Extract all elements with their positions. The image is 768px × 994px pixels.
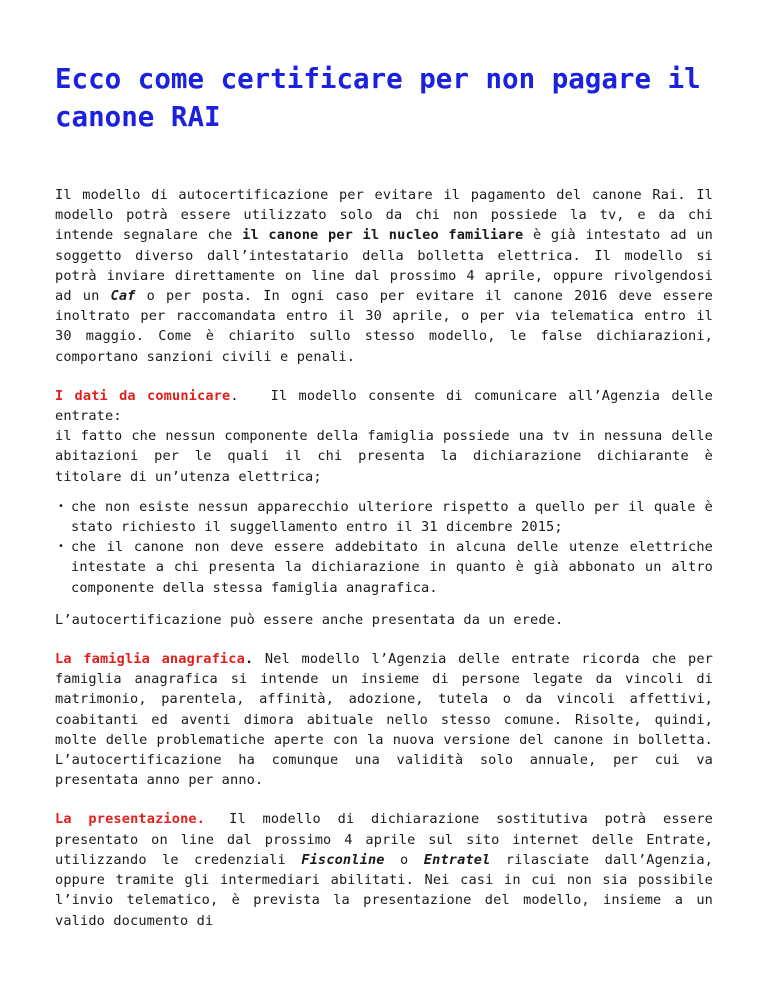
dati-line: il fatto che nessun componente della famiglia possiede una tv in nessuna delle abitazioni per le quali il chi presenta la dichiarazione dichiarante è titolare di un’utenza elettrica; — [55, 428, 713, 485]
caf-term: Caf — [110, 288, 136, 305]
heading-dati-suffix: . — [230, 387, 239, 404]
famiglia-text: Nel modello l’Agenzia delle entrate ricorda che per famiglia anagrafica si intende un insieme di persone legate da vincoli di matrimonio, parentela, affinità, adozione, tutela o da vincoli affettivi, coabitanti ed aventi dimora abituale nello stesso comune. Risolte, quindi, molte delle problematiche aperte con la nuova versione del canone in bolletta. L’autocertificazione ha comunque una validità solo annuale, per cui va presentata anno per anno. — [55, 651, 713, 789]
presentazione-or: o — [384, 851, 424, 868]
article — [55, 0, 713, 931]
list-item-text: che il canone non deve essere addebitato in alcuna delle utenze elettriche intestate a chi presenta la dichiarazione in quanto è già abbonato un altro componente della stessa famiglia anagrafica. — [71, 539, 713, 596]
page-title: Ecco come certificare per non pagare il canone RAI — [55, 63, 701, 133]
heading-dati-da-comunicare: I dati da comunicare — [55, 387, 231, 404]
dati-intro: Il modello consente di comunicare all’Agenzia delle entrate: — [55, 387, 713, 425]
heading-famiglia-anagrafica: La famiglia anagrafica — [55, 651, 245, 668]
paragraph-intro — [55, 185, 713, 367]
paragraph-erede: L’autocertificazione può essere anche presentata da un erede. — [55, 611, 564, 628]
paragraph-dati — [55, 386, 713, 487]
intro-text-middle: è già intestato ad un soggetto diverso dall’intestatario della bolletta elettrica. Il modello si potrà inviare direttamente on line dal prossimo 4 aprile, oppure rivolgendosi ad un — [55, 227, 713, 305]
fisconline-term: Fisconline — [301, 851, 385, 868]
presentazione-text-start: Il modello di dichiarazione sostitutiva potrà essere presentato on line dal prossimo 4 aprile sul sito internet delle Entrate, utilizzando le credenziali — [55, 811, 714, 868]
bullet-icon: • — [58, 541, 65, 553]
list-item — [58, 537, 713, 598]
list-item — [58, 497, 713, 537]
intro-text-end: o per posta. In ogni caso per evitare il canone 2016 deve essere inoltrato per raccomandata entro il 30 aprile, o per via telematica entro il 30 maggio. Come è chiarito sullo stesso modello, le false dichiarazioni, comportano sanzioni civili e penali. — [55, 288, 713, 365]
heading-famiglia-suffix: . — [244, 651, 254, 668]
intro-text-start: Il modello di autocertificazione per evitare il pagamento del canone Rai. Il modello potrà essere utilizzato solo da chi non possiede la tv, e da chi intende segnalare che — [55, 187, 713, 244]
heading-presentazione: La presentazione. — [55, 811, 206, 828]
bullet-icon: • — [58, 500, 65, 512]
list-item-text: che non esiste nessun apparecchio ulteriore rispetto a quello per il quale è stato richiesto il suggellamento entro il 31 dicembre 2015; — [71, 498, 713, 536]
bold-nucleo-familiare: il canone per il nucleo familiare — [242, 227, 524, 244]
dati-bullet-list — [55, 497, 713, 598]
paragraph-presentazione — [55, 809, 713, 930]
presentazione-text-end: rilasciate dall’Agenzia, oppure tramite gli intermediari abilitati. Nei casi in cui non sia possibile l’invio telematico, è prevista la presentazione del modello, insieme a un valido documento di — [55, 851, 713, 929]
paragraph-famiglia — [55, 649, 713, 790]
entratel-term: Entratel — [423, 851, 491, 868]
